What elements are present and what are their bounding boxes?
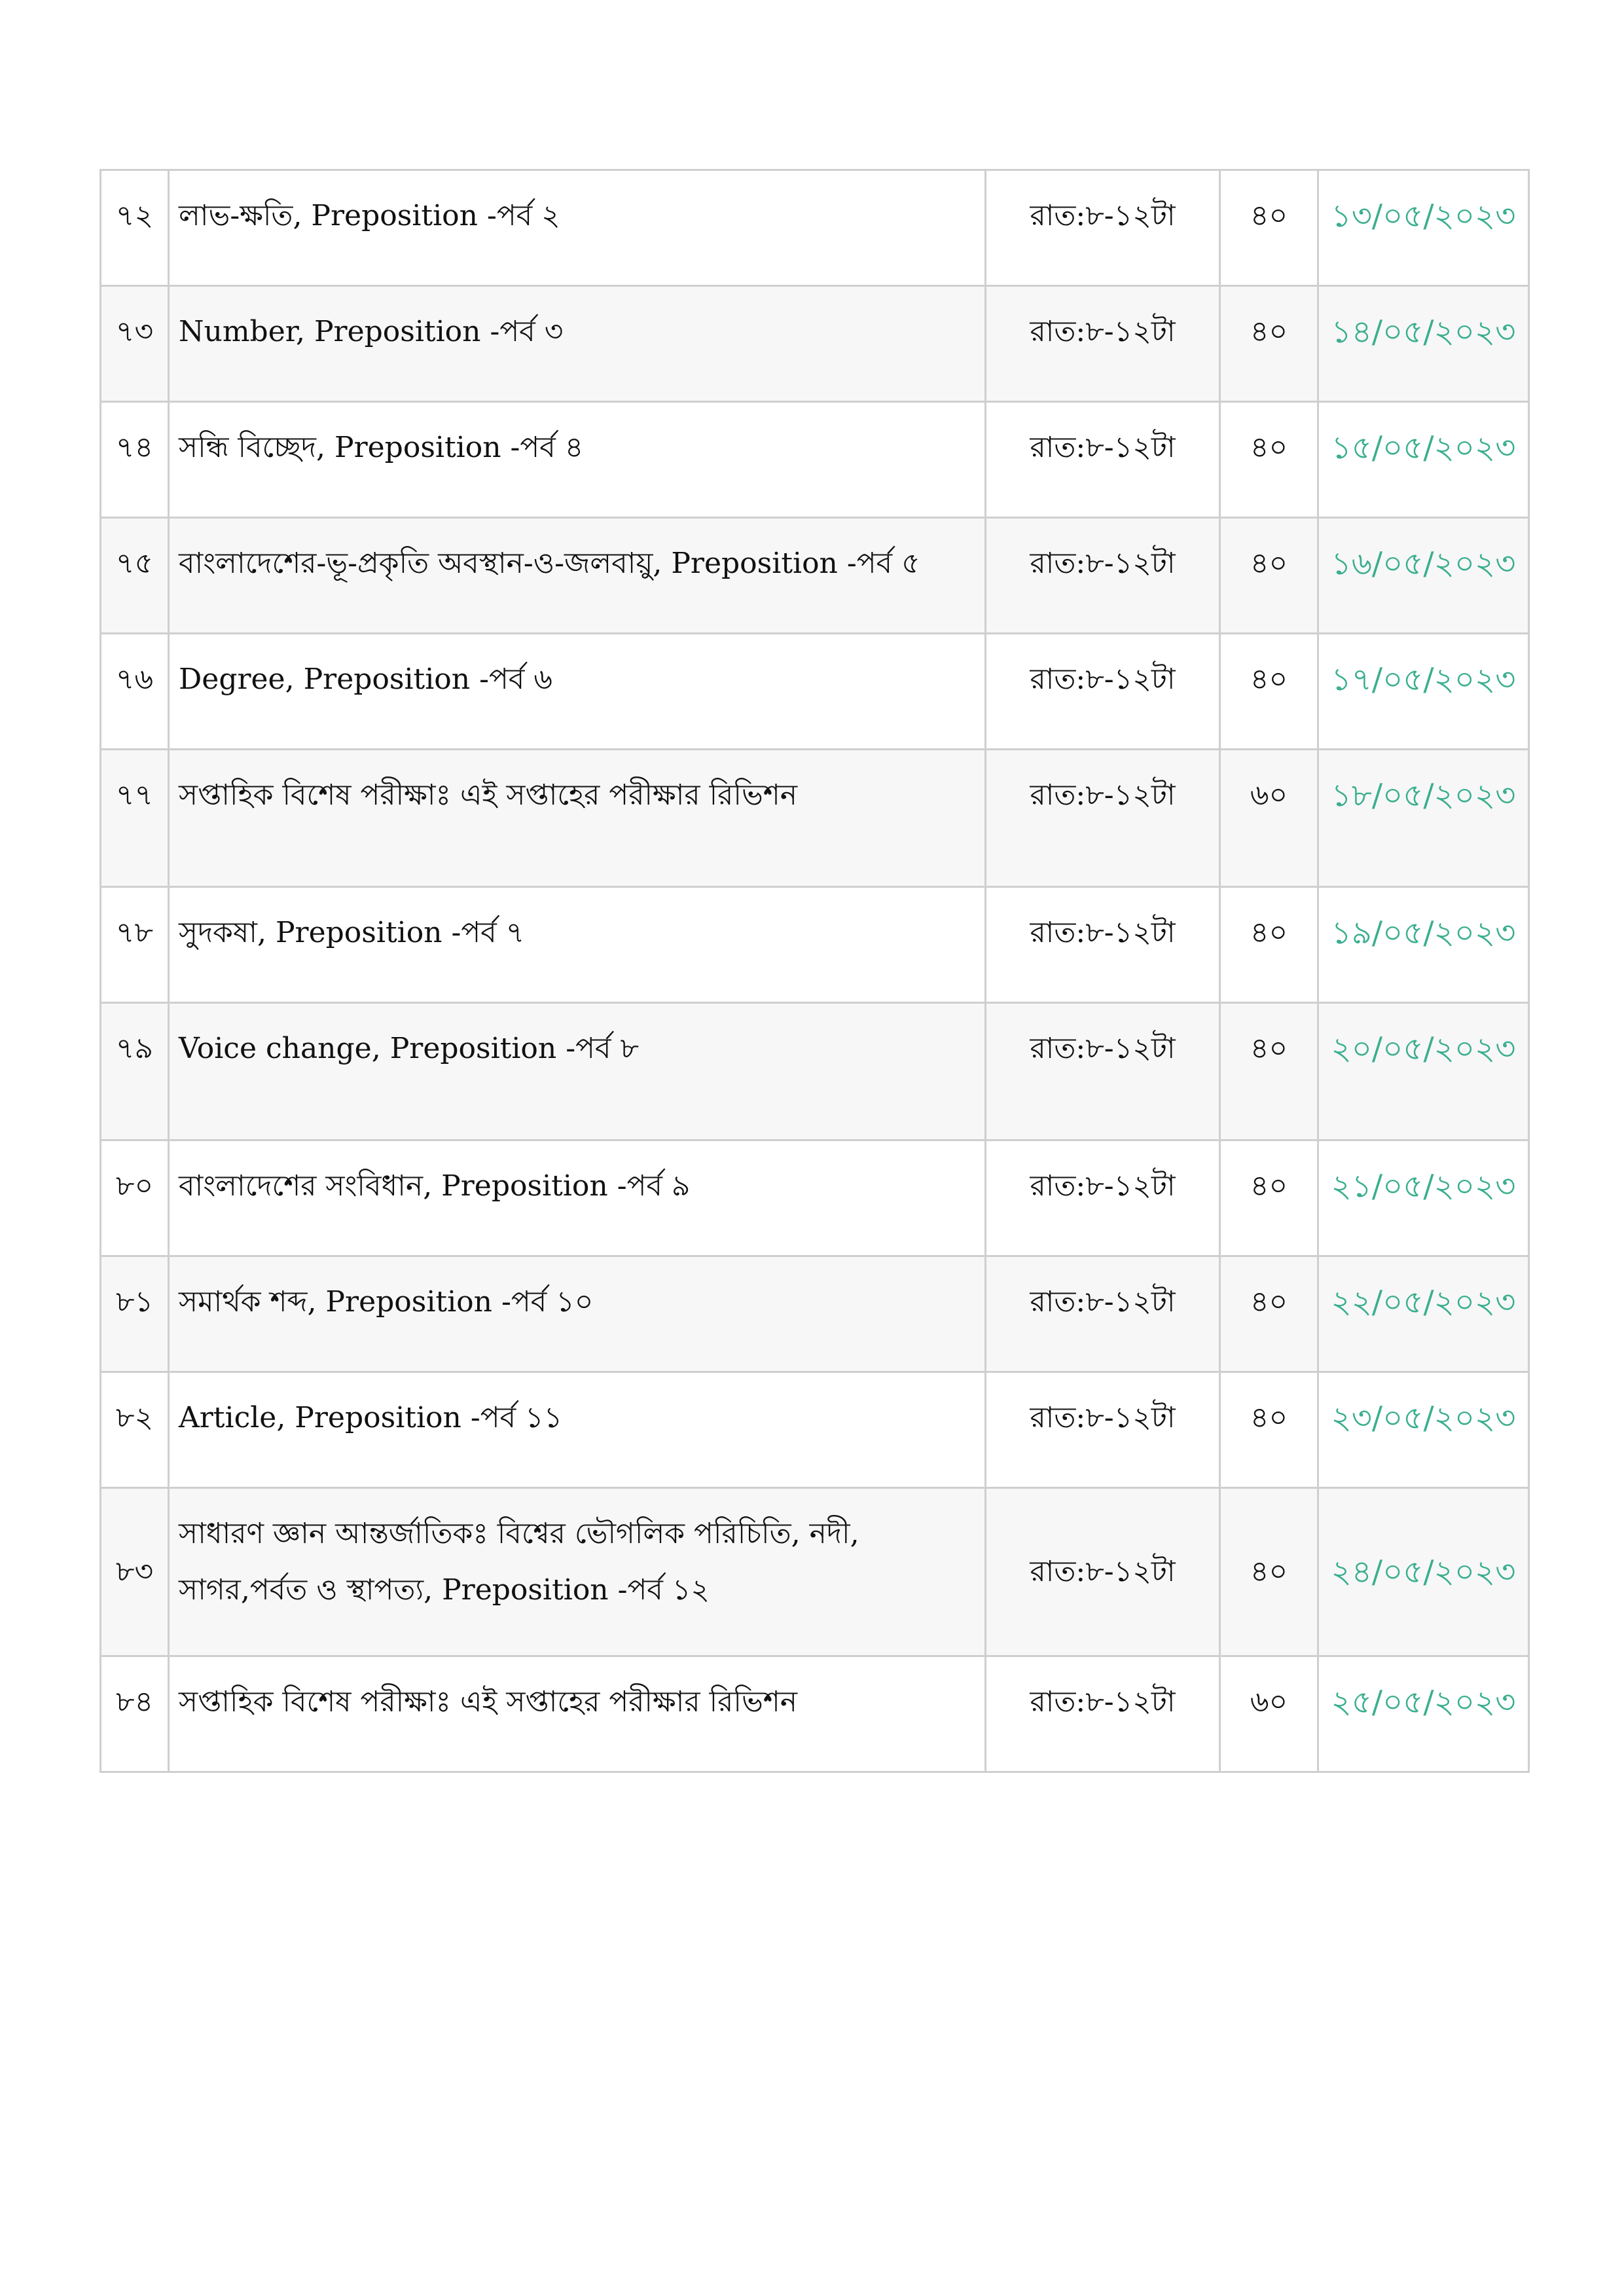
row-number: ৮৪ — [101, 1656, 169, 1772]
marks-cell: ৪০ — [1220, 286, 1318, 402]
date-cell: ১৩/০৫/২০২৩ — [1318, 170, 1529, 286]
row-number: ৭৪ — [101, 402, 169, 518]
marks-cell: ৪০ — [1220, 1488, 1318, 1656]
time-cell: রাত:৮-১২টা — [986, 1656, 1220, 1772]
time-cell: রাত:৮-১২টা — [986, 1256, 1220, 1372]
topic-cell: বাংলাদেশের-ভূ-প্রকৃতি অবস্থান-ও-জলবায়ু, Preposition -পর্ব ৫ — [169, 518, 986, 634]
date-cell: ২২/০৫/২০২৩ — [1318, 1256, 1529, 1372]
topic-cell: Number, Preposition -পর্ব ৩ — [169, 286, 986, 402]
table-row — [101, 402, 1529, 518]
table-row — [101, 887, 1529, 1003]
topic-cell: সন্ধি বিচ্ছেদ, Preposition -পর্ব ৪ — [169, 402, 986, 518]
date-cell: ২৪/০৫/২০২৩ — [1318, 1488, 1529, 1656]
marks-cell: ৪০ — [1220, 887, 1318, 1003]
marks-cell: ৪০ — [1220, 402, 1318, 518]
table-row — [101, 1256, 1529, 1372]
row-number: ৭৫ — [101, 518, 169, 634]
row-number: ৮০ — [101, 1140, 169, 1256]
date-cell: ২১/০৫/২০২৩ — [1318, 1140, 1529, 1256]
row-number: ৭৩ — [101, 286, 169, 402]
table-row — [101, 1372, 1529, 1488]
row-number: ৭৭ — [101, 750, 169, 887]
topic-cell: বাংলাদেশের সংবিধান, Preposition -পর্ব ৯ — [169, 1140, 986, 1256]
marks-cell: ৪০ — [1220, 634, 1318, 750]
row-number: ৭২ — [101, 170, 169, 286]
table-row — [101, 170, 1529, 286]
marks-cell: ৪০ — [1220, 1003, 1318, 1140]
date-cell: ২৫/০৫/২০২৩ — [1318, 1656, 1529, 1772]
topic-cell: Article, Preposition -পর্ব ১১ — [169, 1372, 986, 1488]
topic-cell: সুদকষা, Preposition -পর্ব ৭ — [169, 887, 986, 1003]
table-row — [101, 1488, 1529, 1656]
marks-cell: ৬০ — [1220, 750, 1318, 887]
date-cell: ১৬/০৫/২০২৩ — [1318, 518, 1529, 634]
date-cell: ১৪/০৫/২০২৩ — [1318, 286, 1529, 402]
row-number: ৭৮ — [101, 887, 169, 1003]
date-cell: ২৩/০৫/২০২৩ — [1318, 1372, 1529, 1488]
date-cell: ১৯/০৫/২০২৩ — [1318, 887, 1529, 1003]
time-cell: রাত:৮-১২টা — [986, 634, 1220, 750]
marks-cell: ৪০ — [1220, 1256, 1318, 1372]
marks-cell: ৪০ — [1220, 518, 1318, 634]
date-cell: ১৫/০৫/২০২৩ — [1318, 402, 1529, 518]
table-row — [101, 518, 1529, 634]
time-cell: রাত:৮-১২টা — [986, 1488, 1220, 1656]
row-number: ৮৩ — [101, 1488, 169, 1656]
time-cell: রাত:৮-১২টা — [986, 1140, 1220, 1256]
time-cell: রাত:৮-১২টা — [986, 750, 1220, 887]
date-cell: ১৭/০৫/২০২৩ — [1318, 634, 1529, 750]
exam-schedule-table — [99, 169, 1530, 1773]
topic-cell: সপ্তাহিক বিশেষ পরীক্ষাঃ এই সপ্তাহের পরীক্ষার রিভিশন — [169, 750, 986, 887]
table-row — [101, 1003, 1529, 1140]
table-row — [101, 1140, 1529, 1256]
marks-cell: ৪০ — [1220, 1372, 1318, 1488]
topic-cell: সমার্থক শব্দ, Preposition -পর্ব ১০ — [169, 1256, 986, 1372]
topic-line: সাগর,পর্বত ও স্থাপত্য, Preposition -পর্ব ১২ — [179, 1573, 710, 1607]
table-row — [101, 634, 1529, 750]
topic-cell: Degree, Preposition -পর্ব ৬ — [169, 634, 986, 750]
time-cell: রাত:৮-১২টা — [986, 402, 1220, 518]
topic-cell: সপ্তাহিক বিশেষ পরীক্ষাঃ এই সপ্তাহের পরীক্ষার রিভিশন — [169, 1656, 986, 1772]
table-row — [101, 750, 1529, 887]
marks-cell: ৪০ — [1220, 170, 1318, 286]
row-number: ৭৯ — [101, 1003, 169, 1140]
time-cell: রাত:৮-১২টা — [986, 518, 1220, 634]
time-cell: রাত:৮-১২টা — [986, 1372, 1220, 1488]
time-cell: রাত:৮-১২টা — [986, 286, 1220, 402]
topic-line: সাধারণ জ্ঞান আন্তর্জাতিকঃ বিশ্বের ভৌগলিক পরিচিতি, নদী, — [179, 1517, 859, 1550]
date-cell: ১৮/০৫/২০২৩ — [1318, 750, 1529, 887]
date-cell: ২০/০৫/২০২৩ — [1318, 1003, 1529, 1140]
time-cell: রাত:৮-১২টা — [986, 170, 1220, 286]
table-row — [101, 286, 1529, 402]
row-number: ৮১ — [101, 1256, 169, 1372]
time-cell: রাত:৮-১২টা — [986, 1003, 1220, 1140]
time-cell: রাত:৮-১২টা — [986, 887, 1220, 1003]
table-row — [101, 1656, 1529, 1772]
marks-cell: ৪০ — [1220, 1140, 1318, 1256]
row-number: ৭৬ — [101, 634, 169, 750]
marks-cell: ৬০ — [1220, 1656, 1318, 1772]
topic-cell: লাভ-ক্ষতি, Preposition -পর্ব ২ — [169, 170, 986, 286]
row-number: ৮২ — [101, 1372, 169, 1488]
topic-cell: Voice change, Preposition -পর্ব ৮ — [169, 1003, 986, 1140]
topic-cell — [169, 1488, 986, 1656]
